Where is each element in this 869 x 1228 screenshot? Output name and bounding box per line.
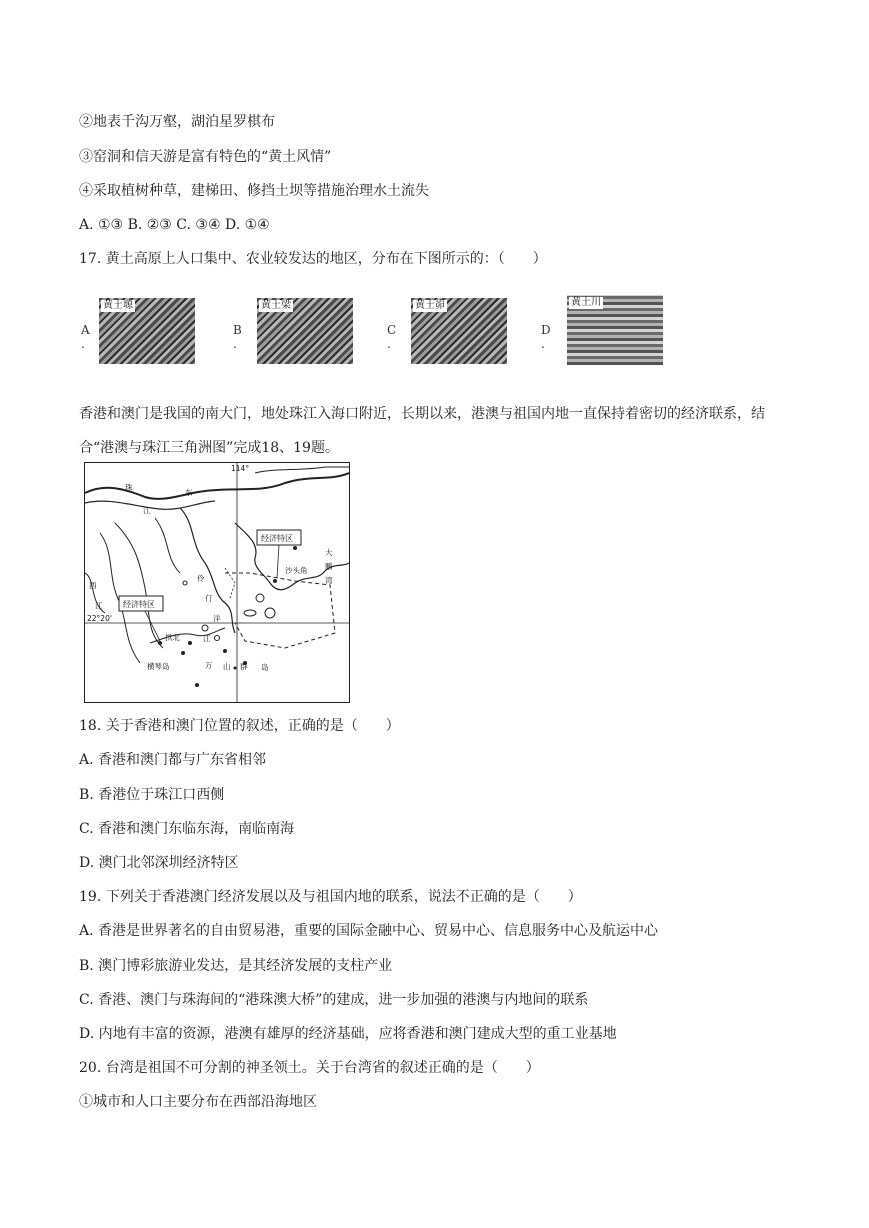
island bbox=[188, 641, 192, 645]
question-19-option-c: C. 香港、澳门与珠海间的“港珠澳大桥”的建成，进一步加强的港澳与内地间的联系 bbox=[79, 992, 589, 1008]
loess-photo bbox=[567, 295, 663, 365]
town-marker bbox=[158, 641, 162, 645]
coastline bbox=[180, 508, 235, 633]
leader-line bbox=[277, 545, 279, 578]
photo-option-letter: A . bbox=[81, 323, 90, 351]
place-label: 江 bbox=[203, 634, 211, 643]
leader-line bbox=[145, 611, 160, 641]
place-label: 东 bbox=[185, 488, 193, 497]
place-label: 江 bbox=[95, 601, 103, 610]
option-line-3: ③窑洞和信天游是富有特色的“黄土风情” bbox=[79, 149, 332, 165]
question-20-stem: 20. 台湾是祖国不可分割的神圣领土。关于台湾省的叙述正确的是（ ） bbox=[79, 1060, 540, 1076]
island bbox=[223, 649, 227, 653]
question-18-stem: 18. 关于香港和澳门位置的叙述，正确的是（ ） bbox=[79, 718, 400, 734]
answer-choices: A. ①③ B. ②③ C. ③④ D. ①④ bbox=[79, 217, 270, 233]
island bbox=[244, 610, 256, 616]
coastline bbox=[150, 628, 225, 643]
loess-photo bbox=[411, 298, 507, 364]
river bbox=[155, 518, 180, 573]
place-label: 伶 bbox=[197, 574, 205, 583]
intro-paragraph: 香港和澳门是我国的南大门，地处珠江入海口附近，长期以来，港澳与祖国内地一直保持着密切的经济联系，结合“港澳与珠江三角洲图”完成18、19题。 bbox=[79, 406, 765, 456]
town-marker bbox=[183, 581, 187, 585]
photo-option-letter: D . bbox=[541, 323, 551, 351]
island bbox=[234, 667, 237, 670]
place-label: 湾 bbox=[325, 576, 333, 585]
place-label: 万 bbox=[205, 661, 213, 670]
place-label: 江 bbox=[143, 506, 151, 515]
option-line-4: ④采取植树种草，建梯田、修挡土坝等措施治理水土流失 bbox=[79, 183, 429, 199]
place-label: 群 bbox=[240, 662, 248, 671]
question-19-option-b: B. 澳门博彩旅游业发达，是其经济发展的支柱产业 bbox=[79, 958, 393, 974]
photo-tag: 黄土川 bbox=[571, 297, 601, 308]
island bbox=[215, 636, 220, 641]
question-18-option-a: A. 香港和澳门都与广东省相邻 bbox=[79, 752, 267, 768]
island bbox=[202, 625, 208, 631]
place-label: 仃 bbox=[205, 594, 213, 603]
place-label: 鹏 bbox=[325, 562, 333, 571]
river bbox=[255, 467, 349, 473]
question-19-option-a: A. 香港是世界著名的自由贸易港，重要的国际金融中心、贸易中心、信息服务中心及航运中心 bbox=[79, 923, 659, 939]
option-line-2: ②地表千沟万壑，湖泊星罗棋布 bbox=[79, 114, 275, 130]
question-19-stem: 19. 下列关于香港澳门经济发展以及与祖国内地的联系，说法不正确的是（ ） bbox=[79, 889, 582, 905]
place-label: 大 bbox=[325, 548, 333, 557]
loess-photo bbox=[99, 298, 195, 364]
question-18-option-d: D. 澳门北邻深圳经济特区 bbox=[79, 855, 239, 871]
zone-label: 经济特区 bbox=[123, 600, 155, 609]
loess-photo bbox=[257, 298, 353, 364]
photo-tag: 黄土峁 bbox=[415, 300, 445, 311]
zone-label: 经济特区 bbox=[261, 534, 293, 543]
place-label: 沙头角 bbox=[285, 566, 308, 575]
island bbox=[181, 651, 185, 655]
place-label: 拱北 bbox=[165, 633, 180, 642]
place-label: 洋 bbox=[213, 614, 221, 623]
zone-boundary bbox=[225, 573, 335, 648]
latitude-label: 22°20' bbox=[87, 614, 112, 623]
place-label: 岛 bbox=[261, 663, 269, 672]
place-label: 珠 bbox=[125, 483, 133, 492]
island bbox=[256, 594, 264, 602]
map-figure bbox=[85, 463, 349, 702]
island bbox=[195, 683, 199, 687]
place-label: 西 bbox=[89, 581, 97, 590]
photo-option-letter: B . bbox=[233, 323, 242, 351]
photo-tag: 黄土梁 bbox=[261, 300, 291, 311]
island bbox=[265, 608, 275, 618]
question-17-photo-options bbox=[79, 293, 699, 373]
place-label: 横琴岛 bbox=[147, 662, 170, 671]
place-label: 山 bbox=[223, 662, 231, 671]
photo-tag: 黄土塬 bbox=[103, 300, 133, 311]
question-17-stem: 17. 黄土高原上人口集中、农业较发达的地区，分布在下图所示的：（ ） bbox=[79, 251, 547, 267]
photo-option-letter: C . bbox=[387, 323, 397, 351]
question-20-option-1: ①城市和人口主要分布在西部沿海地区 bbox=[79, 1094, 317, 1110]
question-19-option-d: D. 内地有丰富的资源，港澳有雄厚的经济基础，应将香港和澳门建成大型的重工业基地 bbox=[79, 1026, 617, 1042]
question-18-option-c: C. 香港和澳门东临东海，南临南海 bbox=[79, 821, 295, 837]
longitude-label: 114° bbox=[231, 464, 250, 473]
town-marker bbox=[273, 579, 277, 583]
hk-macau-prd-map bbox=[84, 462, 350, 703]
town-marker bbox=[293, 546, 297, 550]
question-18-option-b: B. 香港位于珠江口西侧 bbox=[79, 787, 225, 803]
river bbox=[115, 523, 163, 648]
